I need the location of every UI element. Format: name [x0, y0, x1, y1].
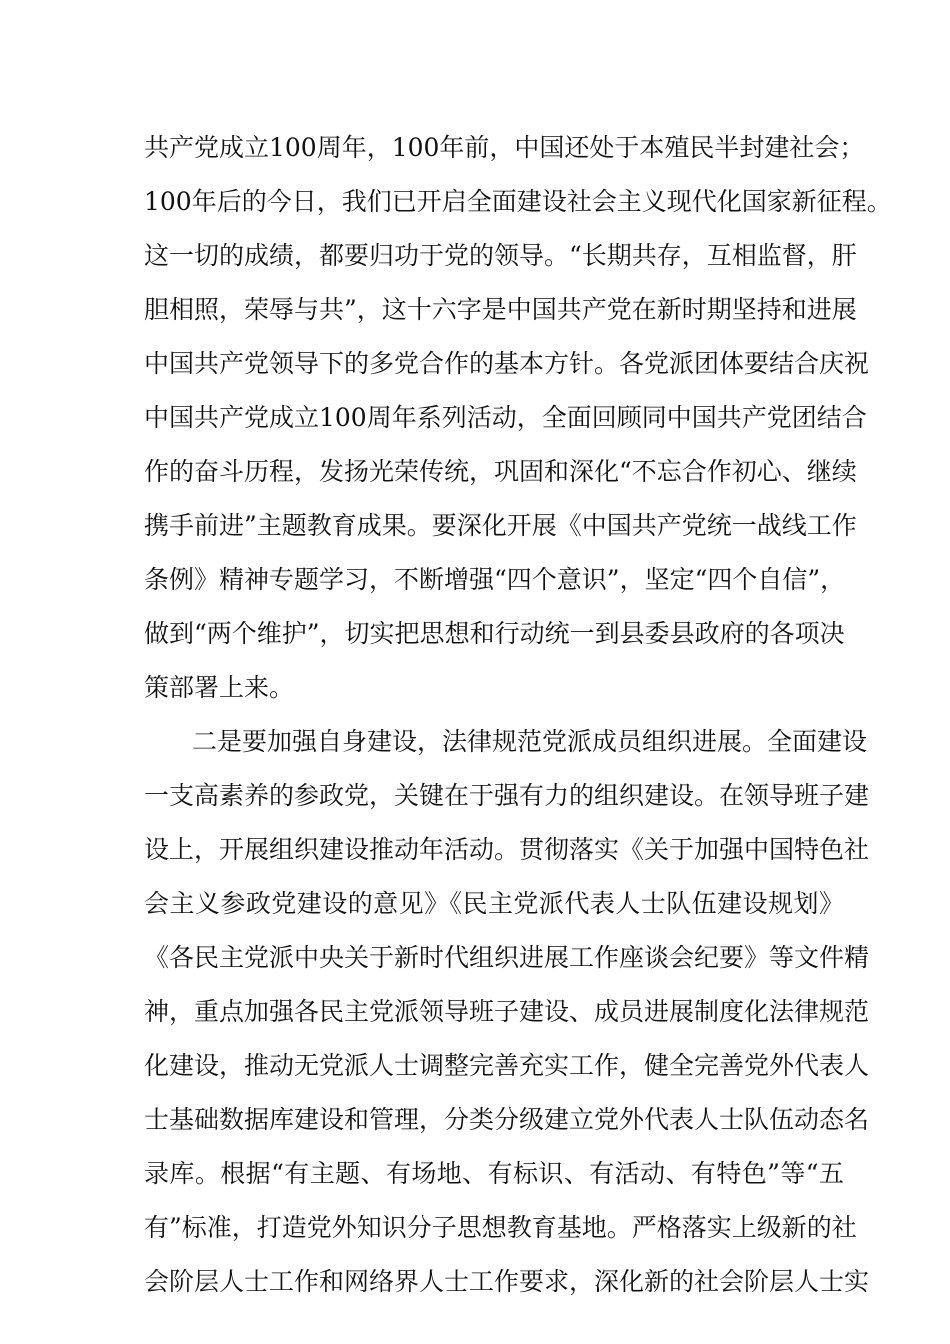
text-line: 作的奋斗历程，发扬光荣传统，巩固和深化“不忘合作初心、继续 — [144, 457, 857, 486]
text-line: 化建设，推动无党派人士调整完善充实工作，健全完善党外代表人 — [144, 1051, 870, 1080]
paragraph-first-line: 二是要加强自身建设，法律规范党派成员组织进展。全面建设 — [192, 727, 868, 756]
text-line: 一支高素养的参政党，关键在于强有力的组织建设。在领导班子建 — [144, 781, 870, 810]
text-line: 中国共产党领导下的多党合作的基本方针。各党派团体要结合庆祝 — [144, 349, 870, 378]
text-line: 胆相照，荣辱与共”，这十六字是中国共产党在新时期坚持和进展 — [144, 295, 857, 324]
text-line: 做到“两个维护”，切实把思想和行动统一到县委县政府的各项决 — [144, 619, 845, 648]
text-line: 携手前进”主题教育成果。要深化开展《中国共产党统一战线工作 — [144, 511, 857, 540]
text-line: 设上，开展组织建设推动年活动。贯彻落实《关于加强中国特色社 — [144, 835, 870, 864]
text-line: 神，重点加强各民主党派领导班子建设、成员进展制度化法律规范 — [144, 997, 870, 1026]
text-line: 100年后的今日，我们已开启全面建设社会主义现代化国家新征程。 — [144, 187, 892, 216]
text-line: 录库。根据“有主题、有场地、有标识、有活动、有特色”等“五 — [144, 1159, 844, 1188]
text-line: 会主义参政党建设的意见》《民主党派代表人士队伍建设规划》 — [144, 889, 844, 918]
text-line: 中国共产党成立100周年系列活动，全面回顾同中国共产党团结合 — [144, 403, 867, 432]
text-line: 条例》精神专题学习，不断增强“四个意识”，坚定“四个自信”， — [144, 565, 846, 594]
text-line: 这一切的成绩，都要归功于党的领导。“长期共存，互相监督，肝 — [144, 241, 857, 270]
text-line: 《各民主党派中央关于新时代组织进展工作座谈会纪要》等文件精 — [144, 943, 870, 972]
text-line: 会阶层人士工作和网络界人士工作要求，深化新的社会阶层人士实 — [144, 1267, 870, 1296]
text-line: 策部署上来。 — [144, 673, 295, 702]
text-line: 有”标准，打造党外知识分子思想教育基地。严格落实上级新的社 — [144, 1213, 857, 1242]
text-line: 士基础数据库建设和管理，分类分级建立党外代表人士队伍动态名 — [144, 1105, 870, 1134]
text-line: 共产党成立100周年，100年前，中国还处于本殖民半封建社会； — [144, 133, 865, 162]
